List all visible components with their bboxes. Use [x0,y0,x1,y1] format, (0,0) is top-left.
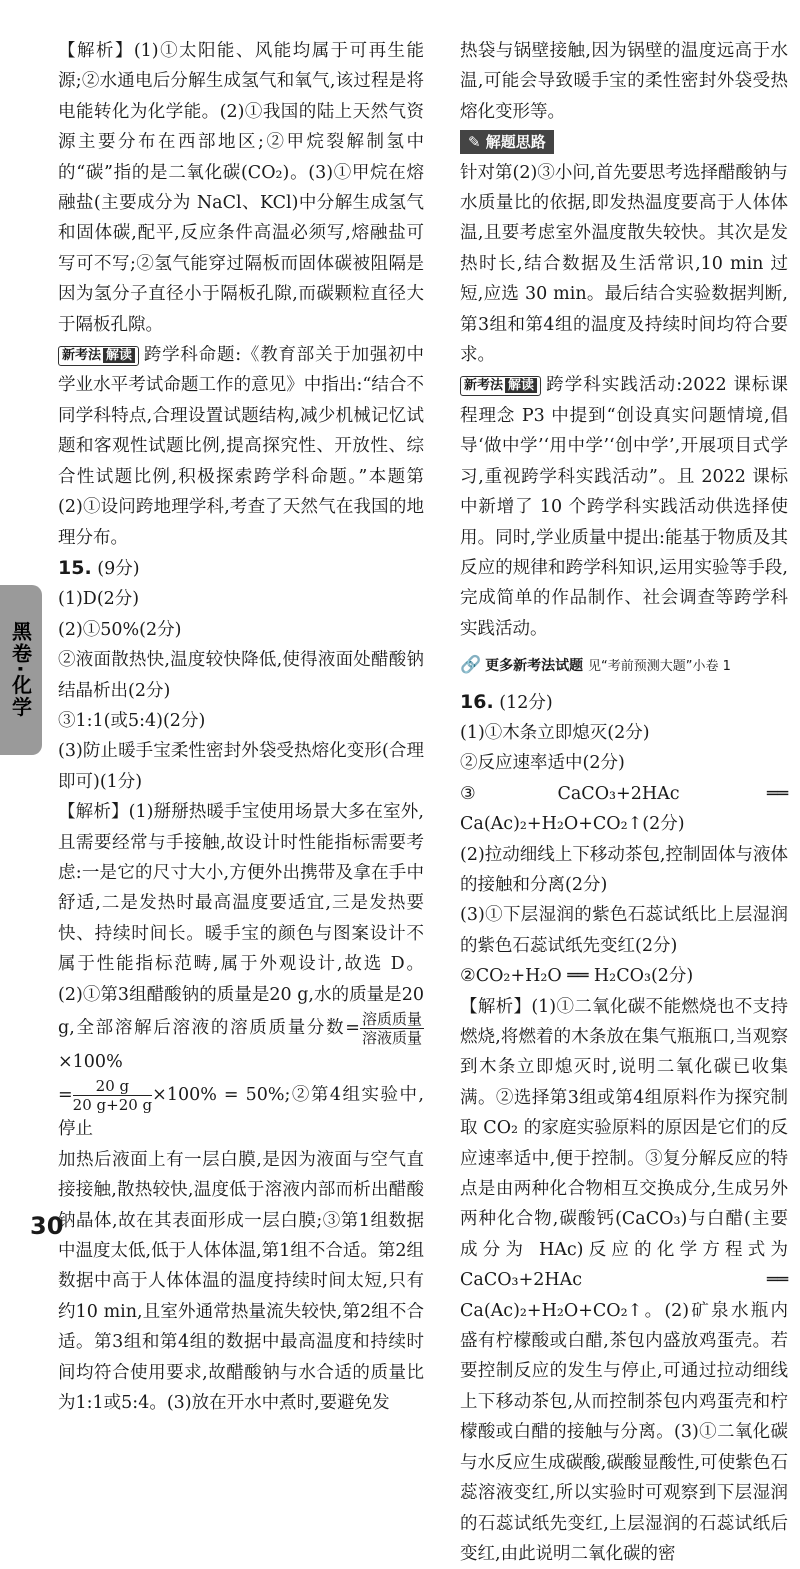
link-icon: 🔗 [460,655,482,676]
equation-tail: ×100% = 50%;②第4组实验中,停止 [58,1085,424,1140]
question-15-header [58,553,424,584]
badge-label: 新考法 [62,348,102,364]
more-questions-header [460,650,788,682]
analysis-continuation: 热袋与锅壁接触,因为锅壁的温度远高于水温,可能会导致暖手宝的柔性密封外袋受热熔化变形等。 [460,41,788,122]
new-exam-note [58,340,424,553]
analysis-paragraph-14: 【解析】(1)①太阳能、风能均属于可再生能源;②水通电后分解生成氢气和氧气,该过程是将电能转化为化学能。(2)①我国的陆上天然气资源主要分布在西部地区;②甲烷裂解制氢中的“碳”指的是二氧化碳(CO₂)。(3)①甲烷在熔融盐(主要成分为 NaCl、KCl)中分解生成氢气和固体碳,配平,反应条件高温必须写,熔融盐可写可不写;②氢气能穿过隔板而固体碳被阻隔是因为氢分子直径小于隔板孔隙,而碳颗粒直径大于隔板孔隙。 [58,41,424,335]
q16-answer-4: (2)拉动细线上下移动茶包,控制固体与液体的接触和分离(2分) [460,844,788,895]
analysis-paragraph-16: 【解析】(1)①二氧化碳不能燃烧也不支持燃烧,将燃着的木条放在集气瓶瓶口,当观察到木条立即熄灭时,说明二氧化碳已收集满。②选择第3组或第4组原料作为探究制取 CO₂ 的家庭实验原料的原因是它们的反应速率适中,便于控制。③复分解反应的特点是由两种化合物相互交换成分,生成另外两种化合物,碳酸钙(CaCO₃)与白醋(主要成分为 HAc)反应的化学方程式为 CaCO₃+2HAc ══ Ca(Ac)₂+H₂O+CO₂↑。(2)矿泉水瓶内盛有柠檬酸或白醋,茶包内盛放鸡蛋壳。若要控制反应的发生与停止,可通过拉动细线上下移动茶包,从而控制茶包内鸡蛋壳和柠檬酸或白醋的接触与分离。(3)①二氧化碳与水反应生成碳酸,碳酸显酸性,可使紫色石蕊溶液变红,所以实验时可观察到下层湿润的石蕊试纸先变红,上层湿润的石蕊试纸后变红,由此说明二氧化碳的密 [460,996,788,1564]
solution-thinking-header [460,127,788,157]
new-exam-text: 跨学科实践活动:2022 课标课程理念 P3 中提到“创设真实问题情境,倡导‘做中学’‘用中学’‘创中学’,开展项目式学习,重视跨学科实践活动”。且 2022 课标中新增了 10 个跨学科实践活动供选择使用。同时,学业质量中提出:能基于物质及其反应的规律和跨学科知识,运用实验等手段,完成简单的作品制作、社会调查等跨学科实践活动。 [460,375,788,639]
subject-side-tab: 黑卷·化学 [0,585,42,755]
question-score: (9分) [97,558,140,579]
new-exam-badge [58,346,139,366]
solution-thinking-badge: ✎ 解题思路 [460,130,554,154]
q16-answer-6: ②CO₂+H₂O ══ H₂CO₃(2分) [460,966,694,987]
equation-numerator: 20 g [73,1077,152,1096]
equation-fraction [73,1077,152,1114]
q16-answer-1: (1)①木条立即熄灭(2分) [460,722,650,743]
q15-answer-1: (1)D(2分) [58,589,140,610]
new-exam-text: 跨学科命题:《教育部关于加强初中学业水平考试命题工作的意见》中指出:“结合不同学科特点,合理设置试题结构,减少机械记忆试题和客观性试题比例,提高探究性、开放性、综合性试题比例,积极探索跨学科命题。”本题第(2)①设问跨地理学科,考查了天然气在我国的地理分布。 [58,345,424,548]
q16-answer-3: ③CaCO₃+2HAc ══ Ca(Ac)₂+H₂O+CO₂↑(2分) [460,783,788,835]
badge-dark-label: 解读 [103,348,135,363]
q16-answer-5: (3)①下层湿润的紫色石蕊试纸比上层湿润的紫色石蕊试纸先变红(2分) [460,905,788,956]
fraction-tail: ×100% [58,1052,123,1072]
analysis-paragraph-15-cont: 加热后液面上有一层白膜,是因为液面与空气直接接触,散热较快,温度低于溶液内部而析出醋酸钠晶体,故在其表面形成一层白膜;③第1组数据中温度太低,低于人体体温,第1组不合适。第2组数据中高于人体体温的温度持续时间太短,只有约10 min,且室外通常热量流失较快,第2组不合适。第3组和第4组的数据中最高温度和持续时间均符合使用要求,故醋酸钠与水合适的质量比为1:1或5:4。(3)放在开水中煮时,要避免发 [58,1149,424,1414]
analysis-text: 【解析】(1)掰掰热暖手宝使用场景大多在室外,且需要经常与手接触,故设计时性能指标需要考虑:一是它的尺寸大小,方便外出携带及拿在手中舒适,二是发热时最高温度要适宜,三是发热要快、持续时间长。暖手宝的颜色与图案设计不属于性能指标范畴,属于外观设计,故选 D。(2)①第3组醋酸钠的质量是20 g,水的质量是20 g,全部溶解后溶液的溶质质量分数= [58,802,424,1038]
new-exam-badge [460,376,541,396]
left-column [58,36,424,1418]
right-column [460,36,788,1569]
fraction-formula [360,1010,424,1047]
question-number: 15. [58,556,92,579]
badge-dark-label: 解读 [505,378,537,393]
q15-answer-2: (2)①50%(2分) [58,619,182,640]
new-exam-note-right [460,370,788,644]
analysis-paragraph-15 [58,797,424,1077]
fraction-numerator: 溶质质量 [361,1010,422,1028]
solution-thinking-label: 解题思路 [485,133,546,152]
q15-answer-4: ③1:1(或5:4)(2分) [58,710,206,731]
more-questions-reference: 见“考前预测大题”小卷 1 [588,659,731,675]
fraction-denominator: 溶液质量 [361,1029,422,1047]
question-number: 16. [460,690,494,713]
badge-label: 新考法 [464,378,504,394]
question-16-header [460,687,788,718]
question-score: (12分) [499,692,553,713]
equation-line: = $\frac{20 g}{20 g+20 g}$ ×100% = 50%;②第4组实验中,停止 [58,1077,424,1140]
q16-answer-2: ②反应速率适中(2分) [460,753,625,774]
equation-denominator: 20 g+20 g [72,1096,153,1115]
q15-answer-3: ②液面散热快,温度较快降低,使得液面处醋酸钠结晶析出(2分) [58,650,424,701]
more-questions-label: 更多新考法试题 [485,658,584,675]
page-number: 30 [30,1212,64,1240]
q15-answer-5: (3)防止暖手宝柔性密封外袋受热熔化变形(合理即可)(1分) [58,741,424,792]
solution-thinking-text: 针对第(2)③小问,首先要思考选择醋酸钠与水质量比的依据,即发热温度要高于人体体温,且要考虑室外温度散失较快。其次是发热时长,结合数据及生活常识,10 min 过短,应选 30 min。最后结合实验数据判断,第3组和第4组的温度及持续时间均符合要求。 [460,162,788,366]
